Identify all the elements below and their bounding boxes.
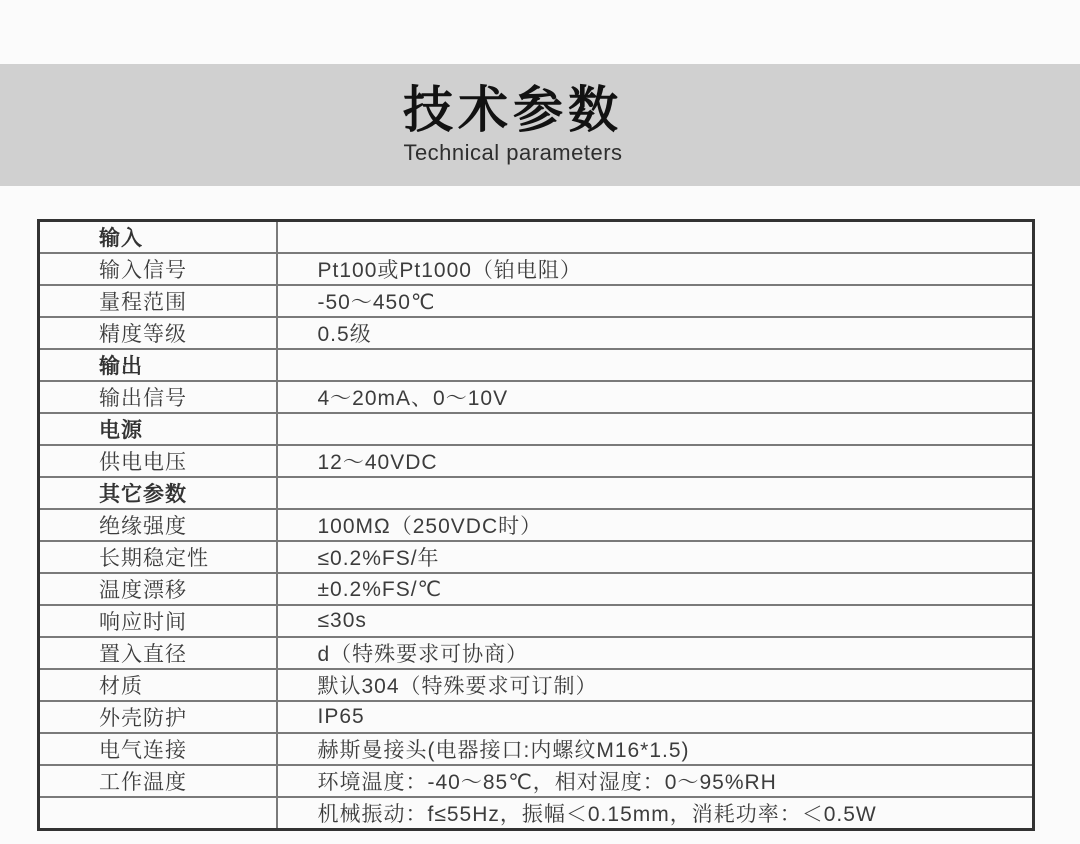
spec-table: [37, 219, 1035, 831]
table-row: [39, 733, 1034, 765]
table-row: [39, 637, 1034, 669]
spec-value-cell: 12～40VDC: [277, 445, 1034, 477]
spec-value-cell: -50～450℃: [277, 285, 1034, 317]
spec-value-cell: 4～20mA、0～10V: [277, 381, 1034, 413]
spec-label-cell: 其它参数: [39, 477, 277, 509]
table-row: [39, 509, 1034, 541]
spec-label-cell: 工作温度: [39, 765, 277, 797]
spec-value-cell: 环境温度：-40～85℃，相对湿度：0～95%RH: [277, 765, 1034, 797]
spec-value-cell: [277, 349, 1034, 381]
spec-label-cell: 输出信号: [39, 381, 277, 413]
spec-value-cell: ≤30s: [277, 605, 1034, 637]
table-row: [39, 381, 1034, 413]
spec-label-cell: [39, 797, 277, 830]
spec-value-cell: ±0.2%FS/℃: [277, 573, 1034, 605]
spec-value-cell: 赫斯曼接头(电器接口:内螺纹M16*1.5): [277, 733, 1034, 765]
table-row: [39, 317, 1034, 349]
table-row: [39, 669, 1034, 701]
table-row: [39, 221, 1034, 254]
spec-label-cell: 输入: [39, 221, 277, 254]
spec-value-cell: IP65: [277, 701, 1034, 733]
table-row: [39, 253, 1034, 285]
page-subtitle: Technical parameters: [403, 139, 623, 165]
table-row: [39, 573, 1034, 605]
table-row: [39, 765, 1034, 797]
spec-value-cell: Pt100或Pt1000（铂电阻）: [277, 253, 1034, 285]
spec-label-cell: 电气连接: [39, 733, 277, 765]
spec-label-cell: 长期稳定性: [39, 541, 277, 573]
table-row: [39, 477, 1034, 509]
spec-value-cell: [277, 413, 1034, 445]
spec-label-cell: 置入直径: [39, 637, 277, 669]
spec-label-cell: 响应时间: [39, 605, 277, 637]
spec-label-cell: 供电电压: [39, 445, 277, 477]
table-row: [39, 413, 1034, 445]
header-band: [0, 64, 1080, 186]
spec-label-cell: 输入信号: [39, 253, 277, 285]
title-block: [403, 84, 623, 166]
table-row: [39, 797, 1034, 830]
table-row: [39, 349, 1034, 381]
table-row: [39, 605, 1034, 637]
spec-value-cell: 100MΩ（250VDC时）: [277, 509, 1034, 541]
spec-label-cell: 材质: [39, 669, 277, 701]
spec-value-cell: [277, 477, 1034, 509]
spec-label-cell: 外壳防护: [39, 701, 277, 733]
table-row: [39, 701, 1034, 733]
spec-value-cell: 机械振动：f≤55Hz，振幅＜0.15mm，消耗功率：＜0.5W: [277, 797, 1034, 830]
spec-label-cell: 温度漂移: [39, 573, 277, 605]
spec-value-cell: [277, 221, 1034, 254]
spec-value-cell: 0.5级: [277, 317, 1034, 349]
spec-label-cell: 绝缘强度: [39, 509, 277, 541]
spec-value-cell: 默认304（特殊要求可订制）: [277, 669, 1034, 701]
spec-label-cell: 量程范围: [39, 285, 277, 317]
spec-value-cell: d（特殊要求可协商）: [277, 637, 1034, 669]
spec-table-wrapper: [37, 219, 1080, 831]
spec-label-cell: 输出: [39, 349, 277, 381]
table-row: [39, 285, 1034, 317]
spec-value-cell: ≤0.2%FS/年: [277, 541, 1034, 573]
spec-label-cell: 电源: [39, 413, 277, 445]
spec-label-cell: 精度等级: [39, 317, 277, 349]
table-row: [39, 541, 1034, 573]
page-title: 技术参数: [403, 82, 623, 139]
table-row: [39, 445, 1034, 477]
